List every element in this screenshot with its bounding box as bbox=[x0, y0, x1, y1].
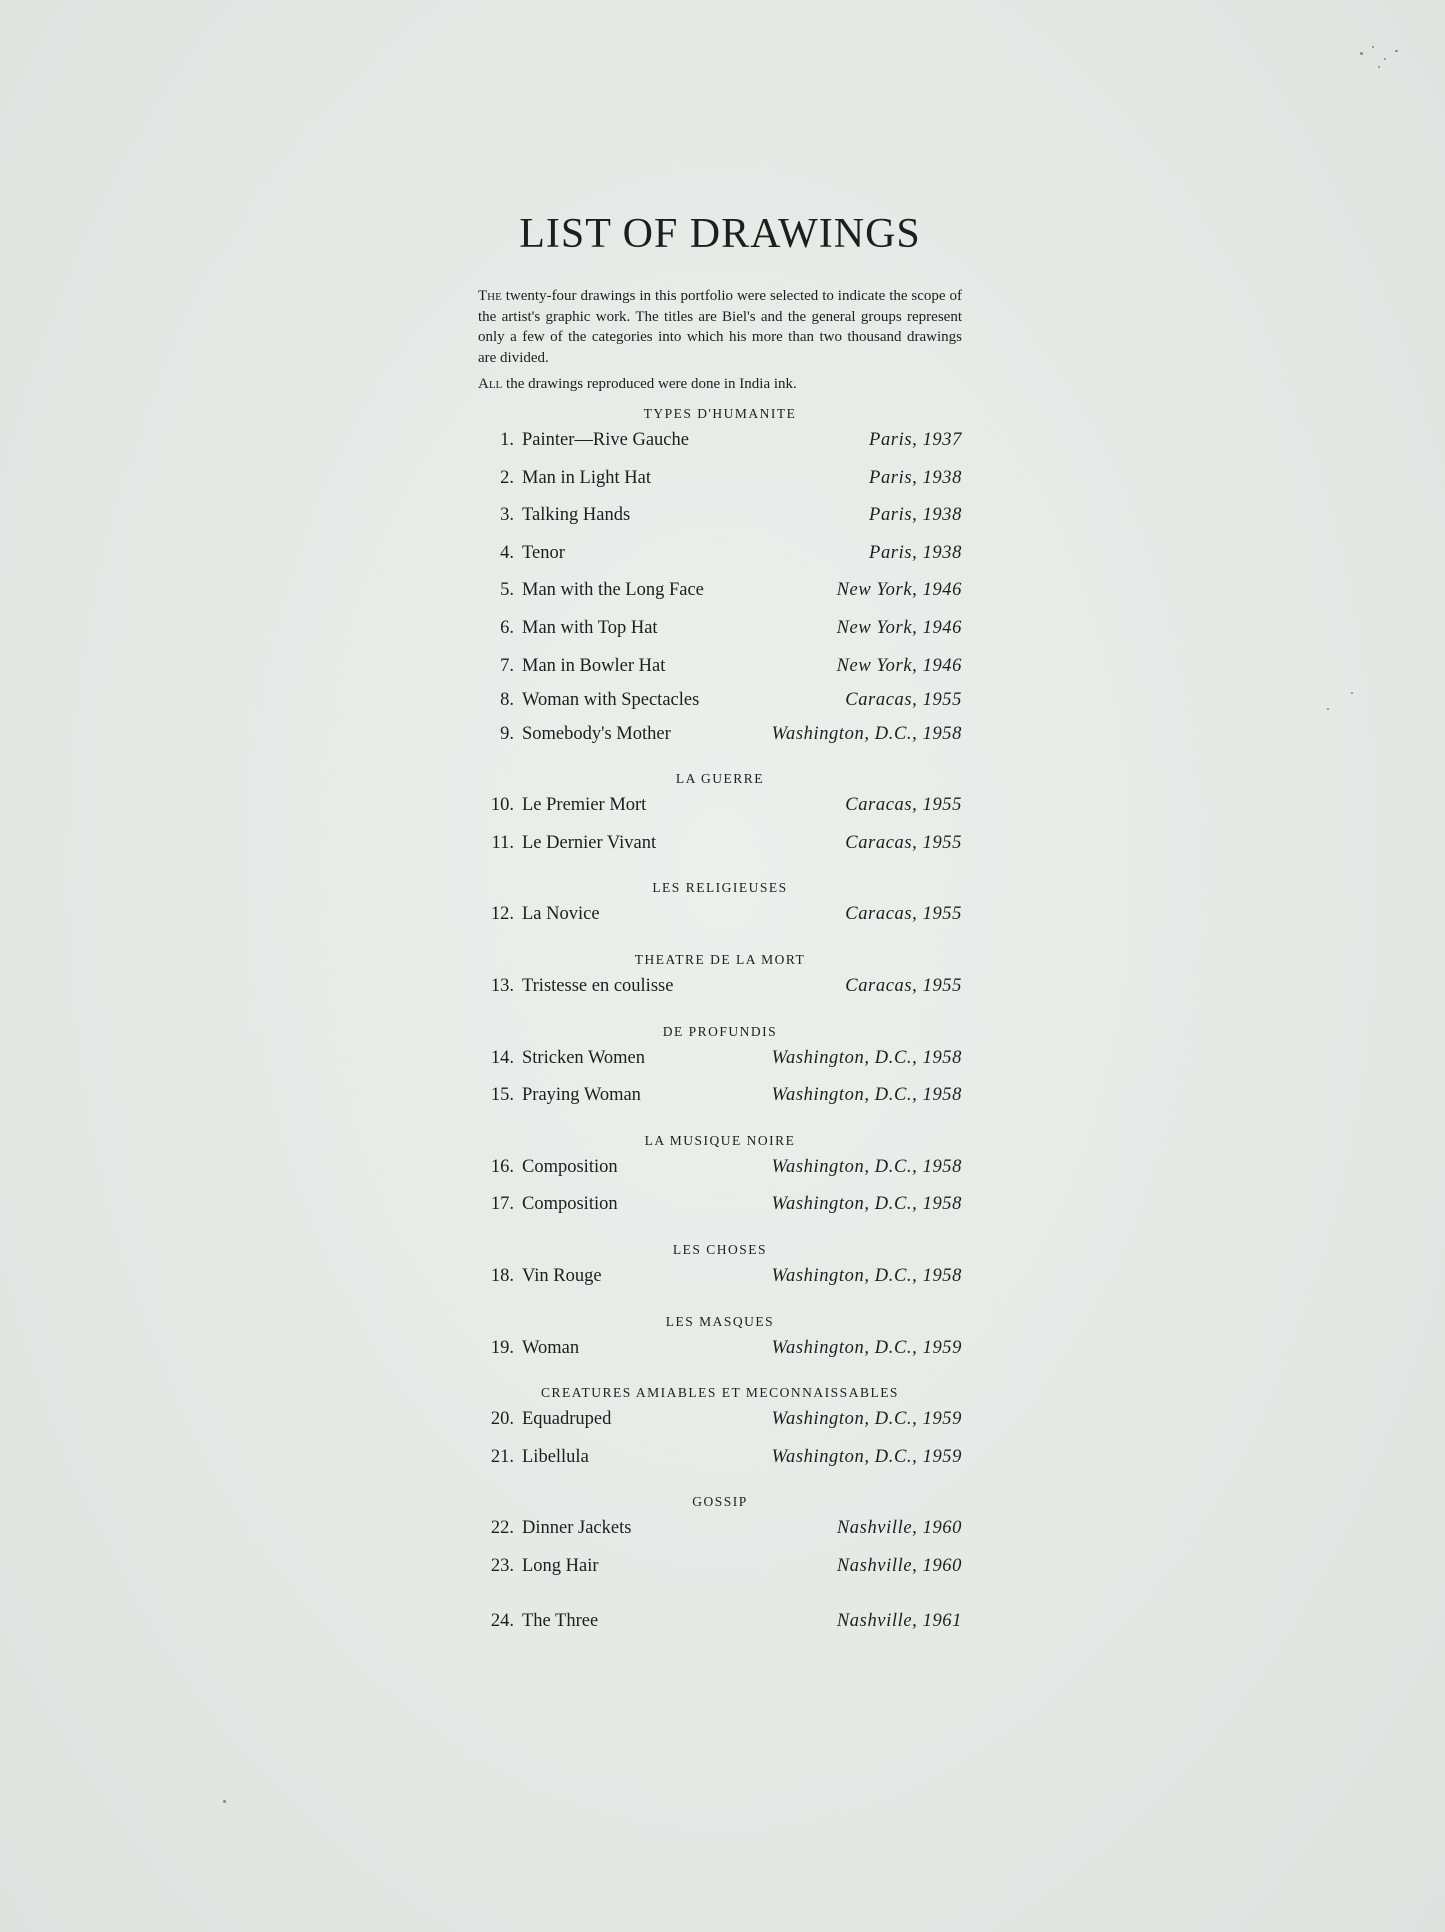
drawing-number: 24. bbox=[490, 1611, 514, 1632]
list-item bbox=[478, 430, 962, 468]
drawing-place-date: Caracas, 1955 bbox=[845, 832, 962, 853]
drawing-title: Man with Top Hat bbox=[522, 617, 658, 638]
drawing-number: 12. bbox=[490, 904, 514, 925]
list-item bbox=[478, 904, 962, 942]
drawing-place-date: Washington, D.C., 1958 bbox=[771, 1156, 962, 1177]
list-item bbox=[478, 1556, 962, 1594]
drawing-number: 23. bbox=[490, 1555, 514, 1576]
drawing-place-date: Washington, D.C., 1959 bbox=[771, 1409, 962, 1430]
drawing-title: Equadruped bbox=[522, 1409, 612, 1430]
drawing-place-date: Nashville, 1961 bbox=[836, 1611, 962, 1632]
drawing-number: 2. bbox=[500, 467, 514, 488]
list-item bbox=[478, 618, 962, 656]
drawing-title: Talking Hands bbox=[522, 505, 631, 526]
drawing-place-date: Paris, 1938 bbox=[869, 505, 962, 526]
paper-speck bbox=[1395, 50, 1398, 52]
drawing-number: 1. bbox=[500, 430, 514, 450]
list-item bbox=[478, 1338, 962, 1376]
page-title: LIST OF DRAWINGS bbox=[519, 211, 921, 257]
section-heading: LA GUERRE bbox=[675, 771, 765, 787]
drawing-place-date: Washington, D.C., 1958 bbox=[771, 1085, 962, 1106]
drawing-number: 20. bbox=[490, 1409, 514, 1430]
drawing-number: 6. bbox=[500, 617, 514, 638]
drawing-place-date: New York, 1946 bbox=[836, 655, 962, 676]
drawing-number: 14. bbox=[490, 1047, 514, 1068]
drawing-title: Composition bbox=[522, 1156, 618, 1177]
section-heading: DE PROFUNDIS bbox=[662, 1023, 778, 1039]
list-item bbox=[478, 1266, 962, 1304]
drawing-place-date: Caracas, 1955 bbox=[845, 795, 962, 816]
drawing-number: 7. bbox=[500, 655, 514, 676]
drawing-place-date: Caracas, 1955 bbox=[845, 975, 962, 996]
intro-lead: The bbox=[478, 288, 502, 304]
drawing-number: 21. bbox=[490, 1446, 514, 1467]
drawing-number: 11. bbox=[491, 832, 514, 853]
drawing-place-date: Nashville, 1960 bbox=[836, 1518, 962, 1539]
section-heading: GOSSIP bbox=[692, 1494, 748, 1510]
list-item bbox=[478, 1157, 962, 1195]
drawing-number: 9. bbox=[500, 723, 514, 744]
list-item bbox=[478, 468, 962, 506]
drawing-place-date: Caracas, 1955 bbox=[845, 689, 962, 710]
section-heading: LA MUSIQUE NOIRE bbox=[644, 1132, 796, 1148]
list-item bbox=[478, 1611, 962, 1649]
paper-speck bbox=[1351, 692, 1353, 694]
drawing-number: 16. bbox=[490, 1156, 514, 1177]
drawing-title: Libellula bbox=[522, 1446, 589, 1467]
list-item bbox=[478, 1048, 962, 1086]
drawing-title: Le Premier Mort bbox=[522, 795, 647, 816]
list-item bbox=[478, 1447, 962, 1485]
list-item bbox=[478, 1518, 962, 1556]
drawing-place-date: Paris, 1937 bbox=[869, 430, 962, 450]
drawing-title: Painter—Rive Gauche bbox=[522, 430, 689, 450]
list-item bbox=[478, 976, 962, 1014]
drawing-title: Vin Rouge bbox=[522, 1265, 602, 1286]
list-item bbox=[478, 580, 962, 618]
drawing-place-date: Caracas, 1955 bbox=[845, 904, 962, 925]
intro-text: twenty-four drawings in this portfolio were selected to indicate the scope of the artist's graphic work. The titles are Biel's and the general groups represent only a few of the categories into which his more than two thousand drawings are divided. bbox=[478, 288, 962, 366]
list-item bbox=[478, 833, 962, 871]
drawing-number: 5. bbox=[500, 580, 514, 601]
drawing-place-date: Washington, D.C., 1958 bbox=[771, 1047, 962, 1068]
drawing-place-date: New York, 1946 bbox=[836, 617, 962, 638]
drawing-number: 17. bbox=[490, 1194, 514, 1215]
drawing-number: 18. bbox=[490, 1265, 514, 1286]
list-of-drawings bbox=[478, 210, 962, 1649]
paper-speck bbox=[1372, 46, 1374, 48]
list-item bbox=[478, 795, 962, 833]
drawing-title: Praying Woman bbox=[522, 1085, 641, 1106]
drawing-place-date: Paris, 1938 bbox=[869, 542, 962, 563]
drawing-title: Dinner Jackets bbox=[522, 1518, 632, 1539]
paper-speck bbox=[1360, 52, 1363, 55]
section-heading: TYPES D'HUMANITE bbox=[643, 406, 797, 421]
drawing-title: Woman with Spectacles bbox=[522, 689, 700, 710]
drawing-place-date: Nashville, 1960 bbox=[836, 1555, 962, 1576]
drawing-number: 4. bbox=[500, 542, 514, 563]
drawing-place-date: Washington, D.C., 1958 bbox=[771, 723, 962, 744]
section-heading: CREATURES AMIABLES ET MECONNAISSABLES bbox=[541, 1385, 899, 1401]
paper-speck bbox=[223, 1800, 226, 1803]
paper-speck bbox=[1327, 708, 1329, 710]
drawing-title: Tristesse en coulisse bbox=[522, 975, 674, 996]
intro-paragraph bbox=[478, 286, 962, 368]
ink-note bbox=[478, 374, 962, 394]
drawing-number: 15. bbox=[490, 1085, 514, 1106]
paper-speck bbox=[1378, 66, 1380, 68]
drawing-title: Somebody's Mother bbox=[522, 723, 671, 744]
section-heading: LES MASQUES bbox=[665, 1313, 775, 1329]
drawing-title: Man in Light Hat bbox=[522, 467, 651, 488]
drawing-place-date: New York, 1946 bbox=[836, 580, 962, 601]
drawing-number: 22. bbox=[490, 1518, 514, 1539]
note-lead: All bbox=[478, 376, 503, 392]
drawing-number: 10. bbox=[490, 795, 514, 816]
paper-speck bbox=[1384, 58, 1386, 60]
drawing-title: Composition bbox=[522, 1194, 618, 1215]
list-item bbox=[478, 1194, 962, 1232]
drawing-title: Man in Bowler Hat bbox=[522, 655, 666, 676]
drawing-title: Woman bbox=[522, 1337, 580, 1358]
drawing-title: Le Dernier Vivant bbox=[522, 832, 657, 853]
drawing-title: Long Hair bbox=[522, 1555, 599, 1576]
drawing-place-date: Washington, D.C., 1958 bbox=[771, 1194, 962, 1215]
list-item bbox=[478, 1085, 962, 1123]
section-heading: LES CHOSES bbox=[672, 1241, 768, 1257]
drawing-place-date: Paris, 1938 bbox=[869, 467, 962, 488]
drawing-number: 8. bbox=[500, 689, 514, 710]
drawing-number: 13. bbox=[490, 975, 514, 996]
list-item bbox=[478, 1409, 962, 1447]
list-item bbox=[478, 690, 962, 724]
section-heading: THEATRE DE LA MORT bbox=[634, 951, 806, 967]
list-item bbox=[478, 543, 962, 581]
drawing-place-date: Washington, D.C., 1959 bbox=[771, 1446, 962, 1467]
section-heading: LES RELIGIEUSES bbox=[652, 880, 788, 896]
drawing-title: La Novice bbox=[522, 904, 600, 925]
drawing-title: Stricken Women bbox=[522, 1047, 646, 1068]
drawing-number: 3. bbox=[500, 505, 514, 526]
drawing-place-date: Washington, D.C., 1959 bbox=[771, 1337, 962, 1358]
note-text: the drawings reproduced were done in India ink. bbox=[502, 376, 797, 392]
drawing-title: Tenor bbox=[522, 542, 565, 563]
drawing-number: 19. bbox=[490, 1337, 514, 1358]
drawing-title: Man with the Long Face bbox=[522, 580, 704, 601]
list-item bbox=[478, 724, 962, 762]
drawing-place-date: Washington, D.C., 1958 bbox=[771, 1265, 962, 1286]
drawing-sections bbox=[478, 406, 962, 1649]
list-item bbox=[478, 656, 962, 690]
list-item bbox=[478, 505, 962, 543]
drawing-title: The Three bbox=[522, 1611, 599, 1632]
